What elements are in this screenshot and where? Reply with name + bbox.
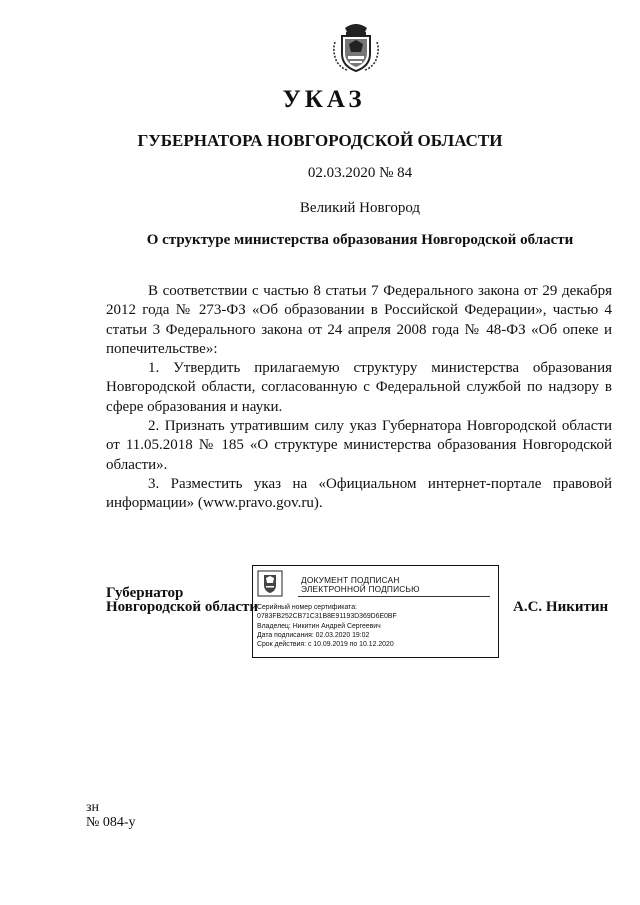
validity-period: Срок действия: с 10.09.2019 по 10.12.2020 bbox=[257, 641, 394, 649]
author-initials: зн bbox=[86, 800, 100, 815]
registry-number: № 084-у bbox=[86, 815, 136, 830]
document-type-title: УКАЗ bbox=[282, 86, 366, 113]
coat-of-arms-icon bbox=[257, 570, 283, 597]
serial-number: 0783FB252CB71C31B8E91193D369D6E0BF bbox=[257, 613, 397, 621]
electronic-signature-stamp bbox=[252, 565, 499, 658]
clause-3: 3. Разместить указ на «Официальном интернет-портале правовой информации» (www.pravo.gov.ru). bbox=[106, 475, 612, 512]
date-and-number: 02.03.2020 № 84 bbox=[307, 165, 413, 181]
document-footer bbox=[86, 800, 136, 830]
document-body bbox=[106, 282, 612, 514]
serial-label: Серийный номер сертификата: bbox=[257, 604, 357, 611]
stamp-divider bbox=[298, 596, 490, 597]
certificate-owner: Владелец: Никитин Андрей Сергеевич bbox=[257, 622, 381, 630]
signing-date: Дата подписания: 02.03.2020 19:02 bbox=[257, 631, 370, 639]
stamp-heading bbox=[301, 576, 491, 594]
clause-2: 2. Признать утратившим силу указ Губернатора Новгородской области от 11.05.2018 № 185 «О структуре министерства образования Новгородской области». bbox=[106, 418, 612, 473]
preamble-paragraph: В соответствии с частью 8 статьи 7 Федерального закона от 29 декабря 2012 года № 273-ФЗ «Об образовании в Российской Федерации», частью 4 статьи 3 Федерального закона от 24 апреля 2008 года № 48-ФЗ «Об опеке и попечительстве»: bbox=[106, 283, 612, 357]
clause-1: 1. Утвердить прилагаемую структуру министерства образования Новгородской области, согласованную с Федеральной службой по надзору в сфере образования и науки. bbox=[106, 360, 612, 415]
signatory-name: А.С. Никитин bbox=[513, 599, 609, 615]
stamp-heading-line-1: ДОКУМЕНТ ПОДПИСАН bbox=[301, 575, 400, 585]
document-subject: О структуре министерства образования Новгородской области bbox=[146, 232, 574, 248]
position-line-2: Новгородской области bbox=[106, 599, 259, 615]
coat-of-arms-emblem bbox=[331, 22, 381, 74]
position-line-1: Губернатор bbox=[106, 585, 184, 601]
issuer-title: ГУБЕРНАТОРА НОВГОРОДСКОЙ ОБЛАСТИ bbox=[137, 131, 503, 150]
city: Великий Новгород bbox=[299, 200, 421, 216]
stamp-details bbox=[257, 603, 495, 649]
stamp-heading-line-2: ЭЛЕКТРОННОЙ ПОДПИСЬЮ bbox=[301, 584, 420, 594]
signatory-position bbox=[106, 586, 258, 614]
